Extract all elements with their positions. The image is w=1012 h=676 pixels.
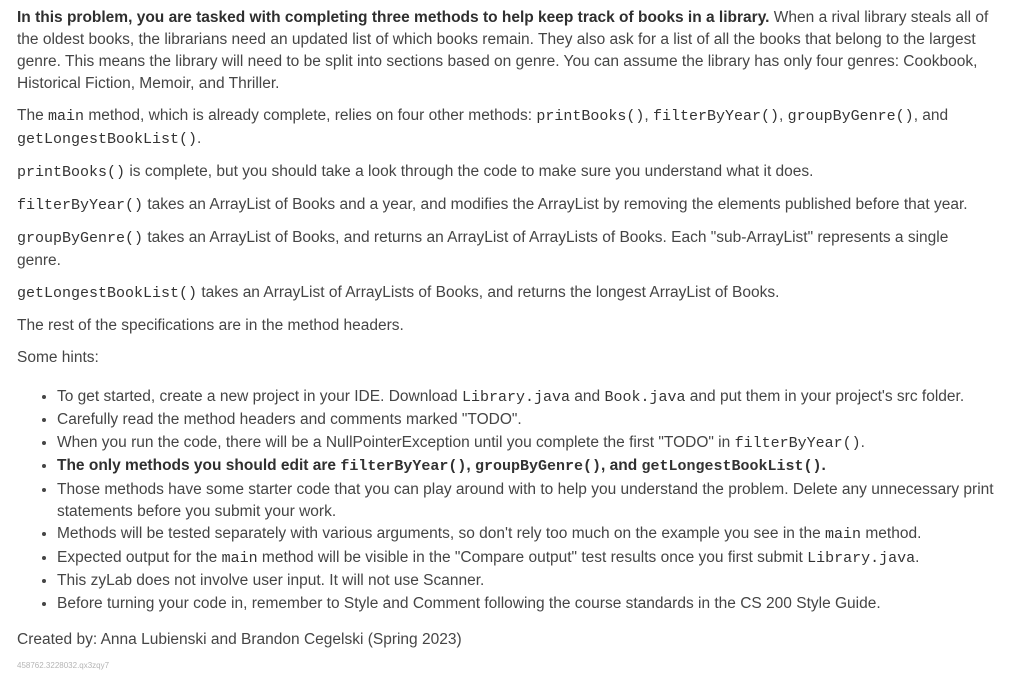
text: . (915, 548, 920, 566)
hint-item (57, 547, 995, 570)
hints-label: Some hints: (17, 349, 99, 366)
method-description (17, 161, 995, 184)
hint-bold (57, 457, 826, 474)
text: and (569, 388, 605, 405)
rest-spec-paragraph: The rest of the specifications are in the method headers. (17, 317, 404, 334)
text: method. (861, 525, 922, 543)
text: The only methods you should edit are (57, 457, 341, 475)
credit-line: Created by: Anna Lubienski and Brandon Cegelski (Spring 2023) (17, 631, 462, 649)
intro-text: When a rival library steals all of the oldest books, the librarians need an updated list of which books remain. They also ask for a list of all the books that belong to the largest genre. This means the library will need to be split into sections based on genre. You can assume the library has only four genres: Cookbook, Historical Fiction, Memoir, and Thriller. (17, 9, 989, 92)
code-main: main (221, 549, 258, 567)
code-getlongestbooklist: getLongestBookList() (641, 458, 822, 476)
hint-item: • Before turning your code in, remember to Style and Comment following the course standards in the CS 200 Style Guide. (57, 593, 995, 615)
code-printbooks: printBooks() (536, 108, 645, 125)
footer-id: 458762.3228032.qx3zqy7 (17, 661, 110, 671)
text: Methods will be tested separately with various arguments, so don't rely too much on the example you see in the (57, 525, 826, 543)
hint-item (57, 523, 995, 546)
text: , and (913, 107, 949, 124)
method-code: filterByYear() (17, 197, 144, 214)
method-description (17, 282, 995, 305)
text: , and (601, 457, 642, 475)
hints-list (17, 386, 995, 615)
text: When you run the code, there will be a NullPointerException until you complete the first "TODO" in (57, 433, 735, 451)
text: Expected output for the (57, 548, 222, 566)
intro-paragraph (17, 7, 995, 95)
method-code: groupByGenre() (17, 230, 144, 247)
method-text: takes an ArrayList of Books, and returns an ArrayList of ArrayLists of Books. Each "sub-ArrayList" represents a single genre. (17, 229, 949, 269)
text: , (779, 107, 788, 124)
text: . (821, 457, 826, 475)
text: To get started, create a new project in your IDE. Download (57, 388, 462, 405)
text: method, which is already complete, relies on four other methods: (84, 107, 537, 124)
method-code: getLongestBookList() (17, 285, 198, 302)
text: method will be visible in the "Compare output" test results once you first submit (257, 548, 808, 566)
main-method-paragraph (17, 105, 995, 151)
hint-item (57, 432, 995, 455)
method-text: takes an ArrayList of ArrayLists of Books, and returns the longest ArrayList of Books. (197, 284, 780, 301)
text: . (197, 130, 202, 147)
hint-item: • Those methods have some starter code that you can play around with to help you understand the problem. Delete any unnecessary print statements before you submit your work. (57, 479, 995, 524)
code-library-java: Library.java (807, 549, 916, 567)
intro-bold: In this problem, you are tasked with completing three methods to help keep track of books in a library. (17, 9, 770, 26)
method-text: is complete, but you should take a look through the code to make sure you understand what it does. (125, 163, 814, 180)
code-filterbyyear: filterByYear() (734, 434, 861, 452)
method-description (17, 194, 995, 217)
hint-item (57, 455, 995, 478)
code-groupbygenre: groupByGenre() (787, 108, 914, 125)
code-library-java: Library.java (461, 389, 570, 406)
text: , (466, 457, 475, 475)
method-code: printBooks() (17, 164, 126, 181)
method-text: takes an ArrayList of Books and a year, and modifies the ArrayList by removing the elements published before that year. (143, 196, 968, 213)
code-groupbygenre: groupByGenre() (475, 458, 602, 476)
text: The (17, 107, 49, 124)
text: , (644, 107, 653, 124)
hint-item: • This zyLab does not involve user input. It will not use Scanner. (57, 570, 995, 592)
code-filterbyyear: filterByYear() (340, 458, 467, 476)
code-main: main (825, 526, 862, 544)
hint-item: • Carefully read the method headers and comments marked "TODO". (57, 409, 995, 431)
method-description (17, 227, 995, 272)
hint-item (57, 386, 995, 409)
code-book-java: Book.java (604, 389, 686, 406)
text: and put them in your project's src folder. (685, 388, 965, 405)
code-getlongestbooklist: getLongestBookList() (17, 131, 198, 148)
code-main: main (48, 108, 85, 125)
code-filterbyyear: filterByYear() (653, 108, 780, 125)
text: . (860, 433, 865, 451)
